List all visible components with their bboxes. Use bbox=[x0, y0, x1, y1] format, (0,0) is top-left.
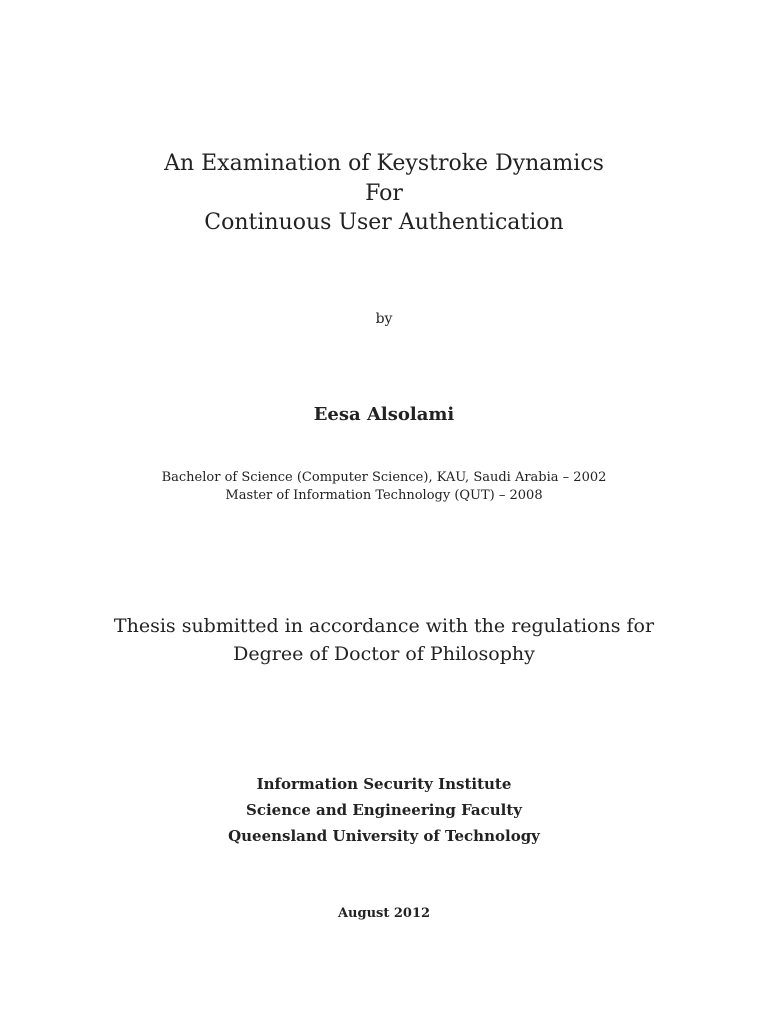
title-line-2: For bbox=[365, 181, 403, 206]
university-name: Queensland University of Technology bbox=[228, 827, 540, 845]
thesis-statement-line-1: Thesis submitted in accordance with the regulations for bbox=[113, 615, 655, 637]
thesis-statement-line-2: Degree of Doctor of Philosophy bbox=[233, 643, 535, 665]
degree-master: Master of Information Technology (QUT) – 2008 bbox=[225, 488, 543, 503]
faculty-name: Science and Engineering Faculty bbox=[245, 801, 522, 819]
author-name: Eesa Alsolami bbox=[313, 404, 455, 425]
institute-name: Information Security Institute bbox=[256, 775, 512, 793]
submission-date: August 2012 bbox=[337, 906, 431, 921]
title-line-3: Continuous User Authentication bbox=[204, 210, 564, 235]
degree-bachelor: Bachelor of Science (Computer Science), KAU, Saudi Arabia – 2002 bbox=[161, 470, 607, 485]
by-label: by bbox=[375, 311, 393, 327]
title-line-1: An Examination of Keystroke Dynamics bbox=[164, 151, 604, 176]
